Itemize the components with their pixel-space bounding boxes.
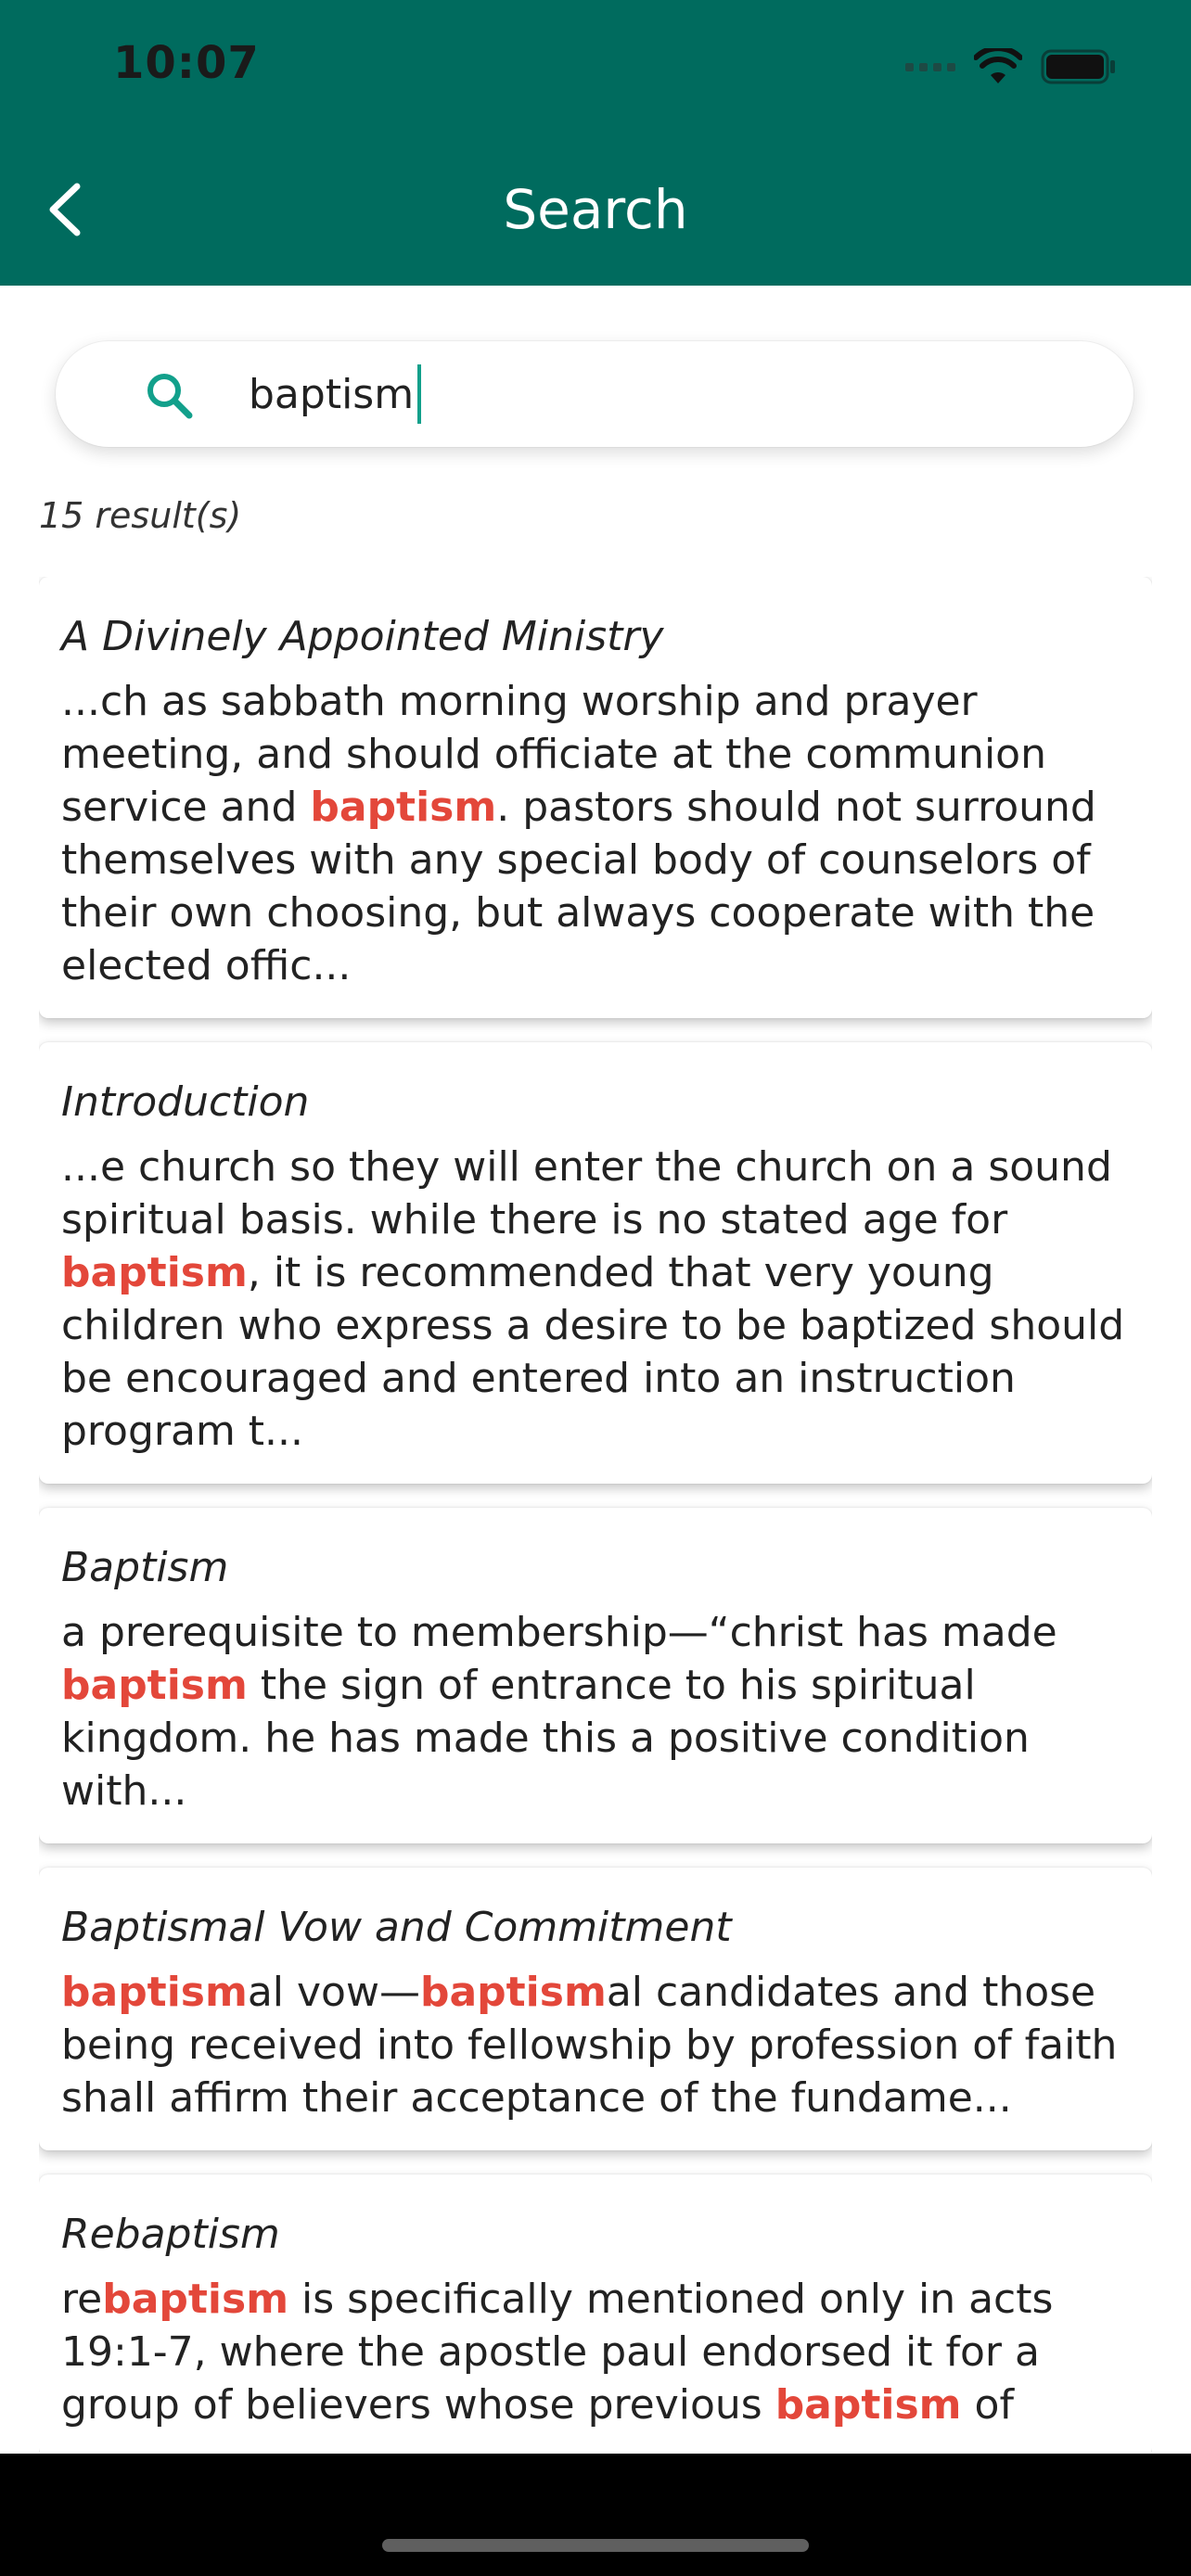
status-time: 10:07	[113, 37, 260, 89]
snippet-text: re	[61, 2276, 103, 2323]
search-match-highlight: baptism	[419, 1969, 607, 2016]
result-card[interactable]	[39, 2174, 1152, 2452]
snippet-text: . pastors should not surround themselves with any special body of counselors of their own choosing, but always cooperate with the elected offic...	[61, 784, 1096, 989]
snippet-text: ...e church so they will enter the church on a sound spiritual basis. while there is no stated age for	[61, 1143, 1112, 1243]
home-indicator[interactable]	[382, 2539, 809, 2552]
result-title: Baptismal Vow and Commitment	[61, 1904, 732, 1951]
result-title: Rebaptism	[61, 2211, 280, 2258]
cellular-signal-icon	[905, 63, 955, 71]
search-match-highlight: baptism	[102, 2276, 289, 2323]
search-bar[interactable]	[56, 341, 1133, 447]
snippet-text: the sign of entrance to his spiritual kingdom. he has made this a positive condition with...	[61, 1662, 1030, 1815]
search-match-highlight: baptism	[61, 1249, 248, 1296]
text-cursor	[417, 364, 421, 424]
result-card[interactable]	[39, 1508, 1152, 1843]
wifi-icon	[974, 48, 1022, 85]
search-icon	[141, 367, 197, 423]
snippet-text: al vow—	[247, 1969, 420, 2016]
result-snippet	[61, 1606, 1130, 1817]
result-card[interactable]	[39, 1868, 1152, 2150]
snippet-text: a prerequisite to membership—“christ has made	[61, 1609, 1057, 1656]
result-card[interactable]	[39, 577, 1152, 1018]
snippet-text: is specifically mentioned only in acts 19:1-7, where the apostle paul endorsed it for a group of believers whose previous	[61, 2276, 1054, 2429]
result-snippet	[61, 1141, 1130, 1458]
result-count: 15 result(s)	[39, 495, 242, 536]
result-snippet	[61, 675, 1130, 992]
battery-icon	[1041, 48, 1117, 85]
snippet-text: al candidates and those being received into fellowship by profession of faith shall affirm their acceptance of the fundame...	[61, 1969, 1118, 2122]
search-match-highlight: baptism	[775, 2381, 962, 2429]
search-match-highlight: baptism	[61, 1662, 248, 1709]
results-list	[39, 577, 1152, 2452]
result-title: Introduction	[61, 1078, 310, 1126]
page-title: Search	[503, 178, 688, 241]
status-icons	[905, 45, 1117, 89]
result-snippet	[61, 2273, 1130, 2431]
result-title: A Divinely Appointed Ministry	[61, 613, 664, 660]
result-snippet	[61, 1966, 1130, 2124]
search-input[interactable]	[191, 358, 1026, 430]
snippet-text: , it is recommended that very young children who express a desire to be baptized should be encouraged and entered into an instruction program t...	[61, 1249, 1125, 1455]
search-match-highlight: baptism	[61, 1969, 248, 2016]
snippet-text: ...ch as sabbath morning worship and prayer meeting, and should officiate at the communion service and	[61, 678, 1046, 831]
snippet-text: of	[961, 2381, 1014, 2429]
app-header	[0, 0, 1191, 286]
result-title: Baptism	[61, 1544, 229, 1591]
bottom-safe-area	[0, 2454, 1191, 2576]
result-card[interactable]	[39, 1042, 1152, 1484]
search-match-highlight: baptism	[310, 784, 497, 831]
